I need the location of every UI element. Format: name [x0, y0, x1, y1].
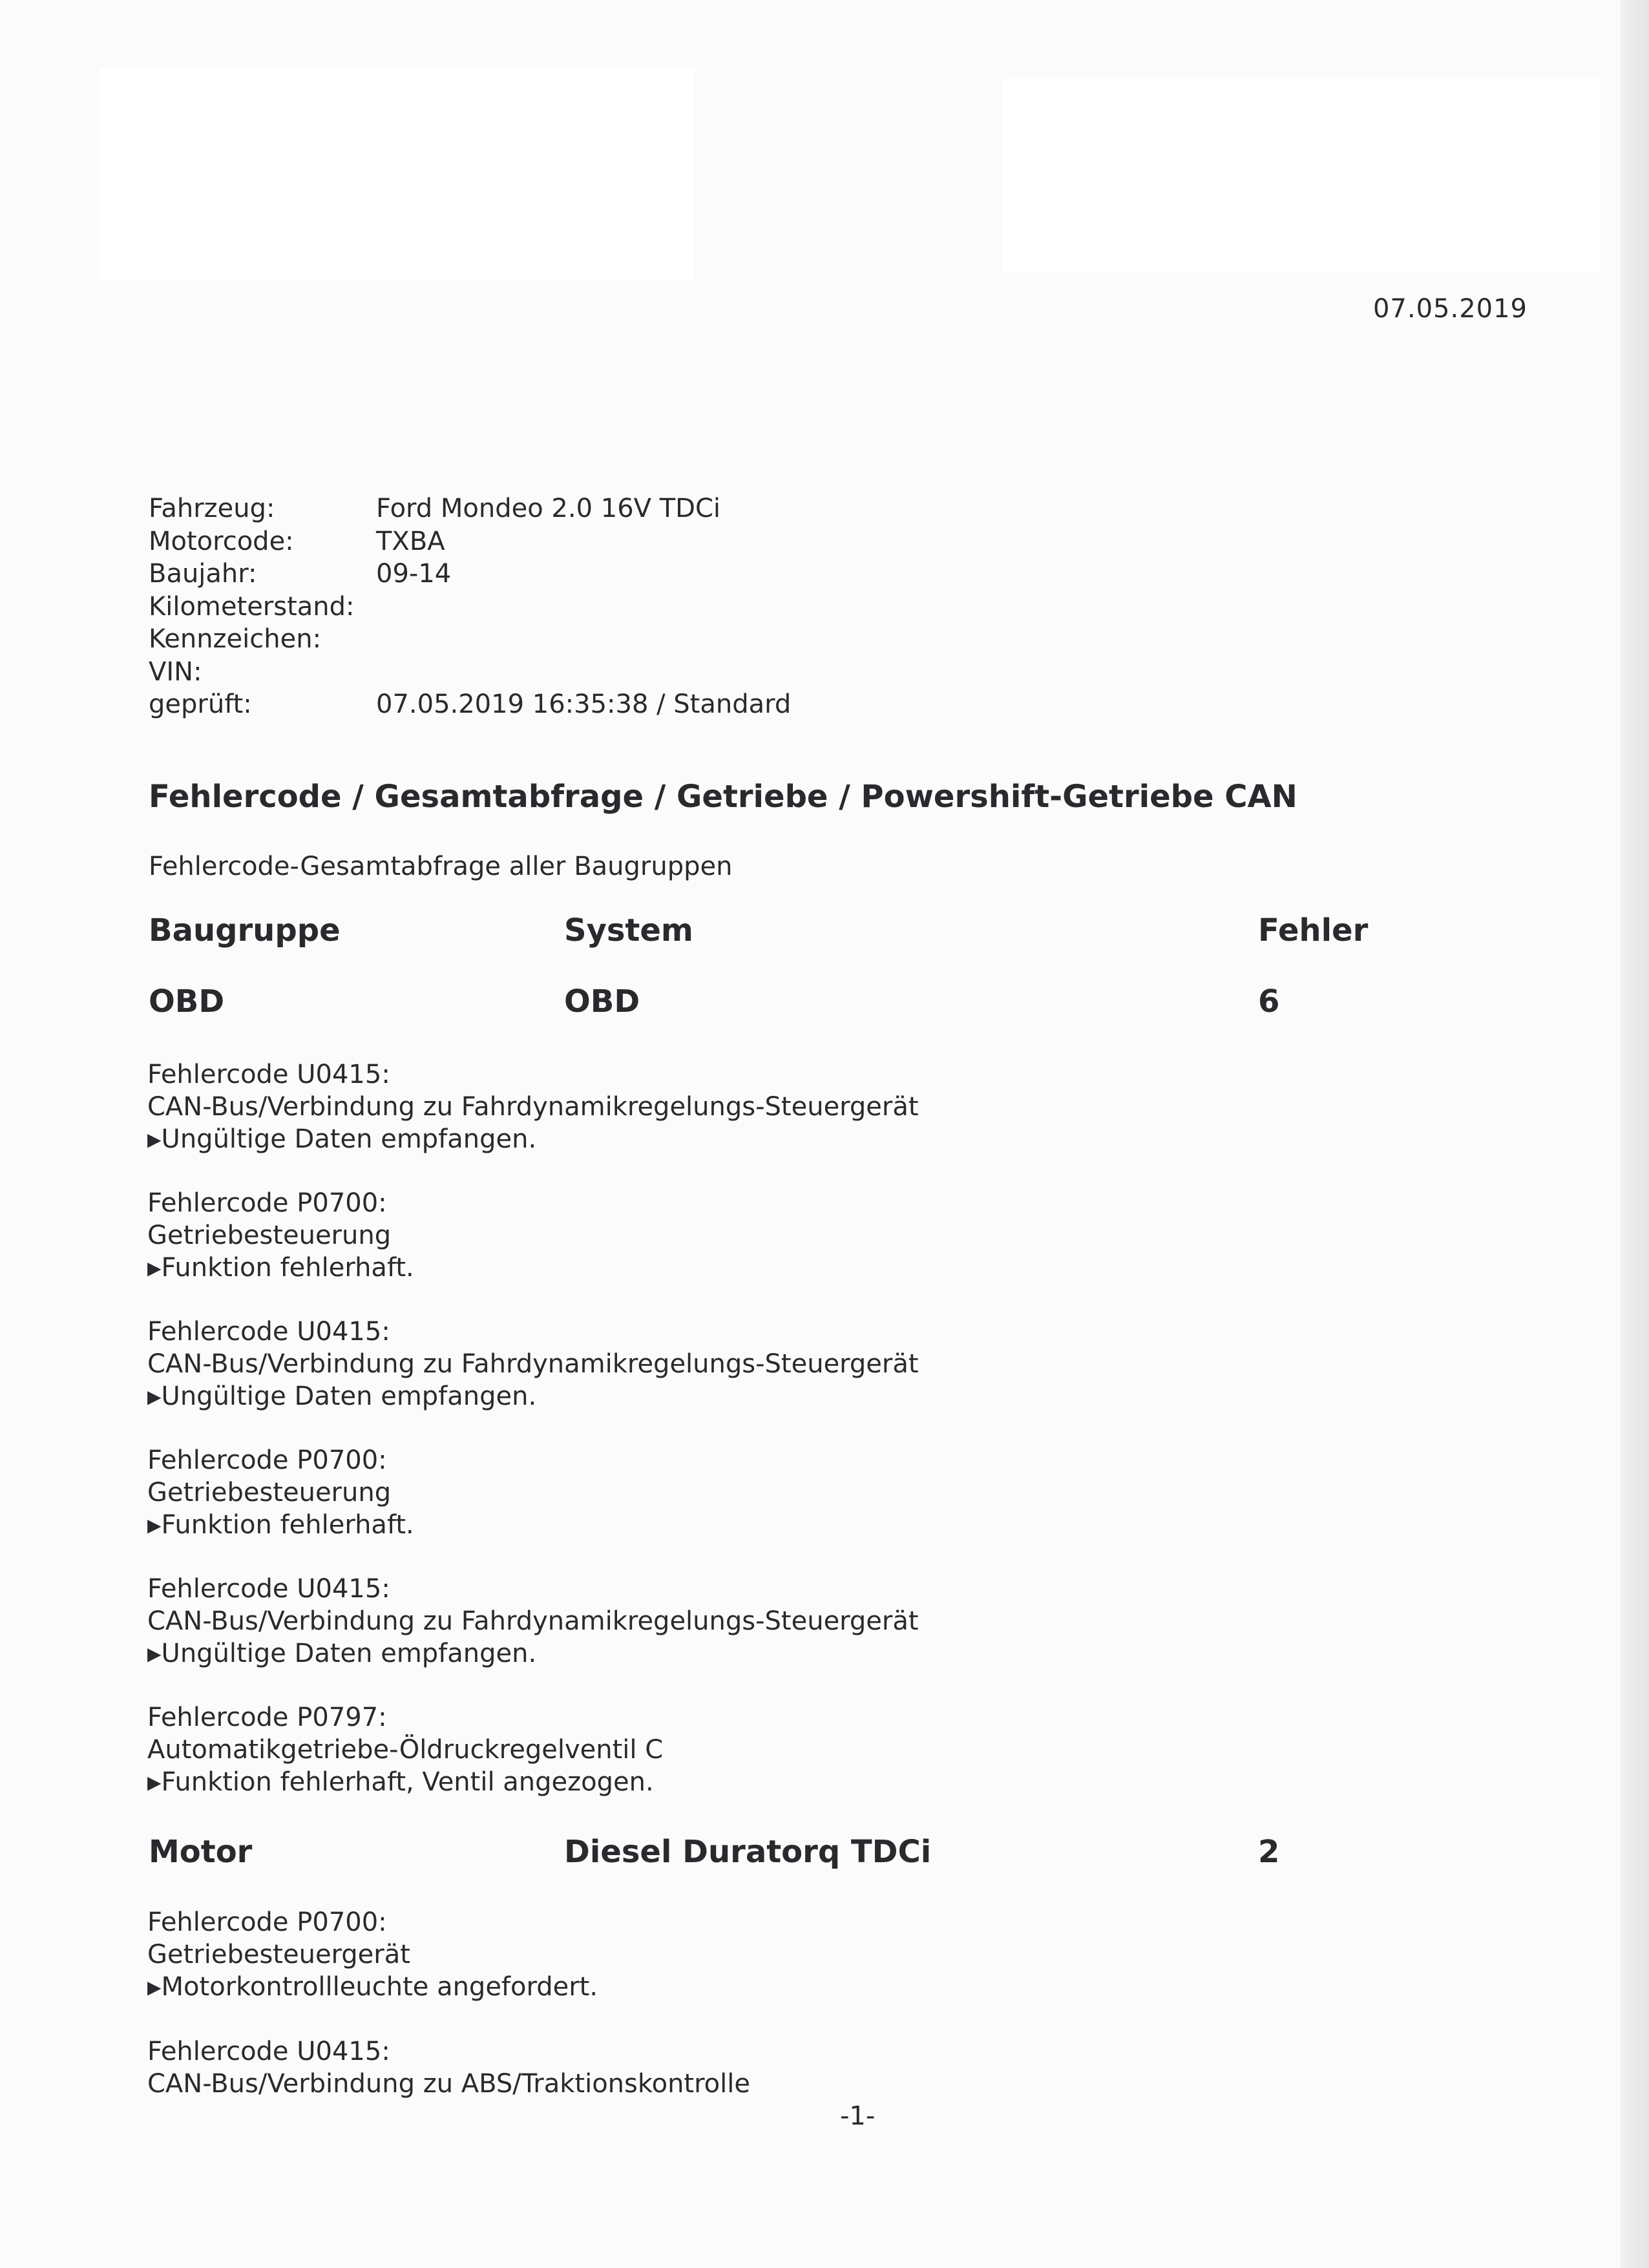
- fault-entry: [147, 1187, 414, 1284]
- vehicle-label: Fahrzeug:: [149, 494, 275, 523]
- play-arrow-icon: ▶: [147, 1643, 162, 1664]
- build-year-value: 09-14: [376, 559, 452, 589]
- fault-description: CAN-Bus/Verbindung zu Fahrdynamikregelungs-Steuergerät: [147, 1092, 919, 1122]
- fault-description: CAN-Bus/Verbindung zu Fahrdynamikregelungs-Steuergerät: [147, 1349, 919, 1379]
- fault-entry: [147, 2035, 750, 2100]
- fault-entry: [147, 1444, 414, 1541]
- play-arrow-icon: ▶: [147, 1977, 162, 1998]
- group-error-count: 6: [1258, 983, 1280, 1020]
- fault-description: Automatikgetriebe-Öldruckregelventil C: [147, 1735, 664, 1765]
- vehicle-info-row: [149, 656, 791, 689]
- engine-code-value: TXBA: [376, 526, 445, 556]
- fault-code: Fehlercode P0700:: [147, 1188, 387, 1218]
- vehicle-info-row: [149, 623, 791, 656]
- group-name: Motor: [149, 1834, 253, 1870]
- group-name: OBD: [149, 983, 225, 1020]
- vin-label: VIN:: [149, 656, 202, 687]
- fault-description: Getriebesteuerung: [147, 1478, 392, 1507]
- fault-code: Fehlercode P0700:: [147, 1907, 387, 1937]
- fault-code: Fehlercode P0797:: [147, 1703, 387, 1732]
- fault-description: CAN-Bus/Verbindung zu Fahrdynamikregelungs-Steuergerät: [147, 1606, 919, 1636]
- vehicle-info-row: [149, 688, 791, 721]
- fault-status: Funktion fehlerhaft.: [161, 1253, 414, 1283]
- page-number: -1-: [840, 2101, 876, 2131]
- fault-entry: [147, 1058, 919, 1155]
- fault-code: Fehlercode U0415:: [147, 1060, 390, 1089]
- play-arrow-icon: ▶: [147, 1129, 162, 1150]
- document-date: 07.05.2019: [1372, 294, 1528, 324]
- group-system: Diesel Duratorq TDCi: [564, 1834, 932, 1870]
- build-year-label: Baujahr:: [149, 559, 257, 589]
- fault-entry: [147, 1316, 919, 1412]
- report-title: Fehlercode / Gesamtabfrage / Getriebe / Powershift-Getriebe CAN: [149, 779, 1297, 815]
- mileage-label: Kilometerstand:: [149, 591, 355, 622]
- vehicle-info-row: [149, 558, 791, 591]
- fault-status-line: [147, 1509, 414, 1541]
- fault-status-line: [147, 1971, 598, 2003]
- fault-description: CAN-Bus/Verbindung zu ABS/Traktionskontrolle: [147, 2069, 750, 2099]
- group-system: OBD: [564, 983, 640, 1020]
- vehicle-info: [149, 492, 791, 721]
- group-error-count: 2: [1258, 1834, 1280, 1870]
- checked-label: geprüft:: [149, 689, 252, 719]
- license-plate-label: Kennzeichen:: [149, 624, 322, 654]
- fault-entry: [147, 1906, 598, 2003]
- fault-entry: [147, 1701, 663, 1798]
- fault-status: Ungültige Daten empfangen.: [161, 1124, 537, 1154]
- fault-code: Fehlercode U0415:: [147, 2037, 390, 2066]
- fault-status-line: [147, 1252, 414, 1284]
- redacted-sender-block: [100, 68, 695, 281]
- fault-status: Motorkontrollleuchte angefordert.: [161, 1972, 598, 2002]
- fault-entry: [147, 1573, 919, 1670]
- play-arrow-icon: ▶: [147, 1515, 162, 1536]
- report-subtitle: Fehlercode-Gesamtabfrage aller Baugruppen: [149, 852, 733, 881]
- fault-code: Fehlercode U0415:: [147, 1574, 390, 1604]
- engine-code-label: Motorcode:: [149, 526, 294, 556]
- fault-status: Ungültige Daten empfangen.: [161, 1639, 537, 1668]
- play-arrow-icon: ▶: [147, 1772, 162, 1793]
- vehicle-info-row: [149, 591, 791, 624]
- fault-status-line: [147, 1380, 919, 1412]
- fault-status-line: [147, 1637, 919, 1670]
- fault-code: Fehlercode U0415:: [147, 1317, 390, 1347]
- fault-status-line: [147, 1123, 919, 1155]
- play-arrow-icon: ▶: [147, 1386, 162, 1407]
- fault-code: Fehlercode P0700:: [147, 1445, 387, 1475]
- column-header-group: Baugruppe: [149, 912, 341, 949]
- column-header-system: System: [564, 912, 693, 949]
- vehicle-info-row: [149, 492, 791, 525]
- fault-description: Getriebesteuergerät: [147, 1940, 410, 1969]
- vehicle-info-row: [149, 525, 791, 558]
- vehicle-value: Ford Mondeo 2.0 16V TDCi: [376, 494, 721, 523]
- play-arrow-icon: ▶: [147, 1257, 162, 1279]
- scan-page-edge: [1621, 0, 1649, 2268]
- fault-status-line: [147, 1766, 663, 1798]
- redacted-address-block: [1003, 79, 1601, 273]
- fault-status: Ungültige Daten empfangen.: [161, 1381, 537, 1411]
- fault-description: Getriebesteuerung: [147, 1221, 392, 1250]
- column-header-errors: Fehler: [1258, 912, 1369, 949]
- fault-status: Funktion fehlerhaft, Ventil angezogen.: [161, 1767, 654, 1797]
- checked-value: 07.05.2019 16:35:38 / Standard: [376, 689, 792, 719]
- fault-status: Funktion fehlerhaft.: [161, 1510, 414, 1540]
